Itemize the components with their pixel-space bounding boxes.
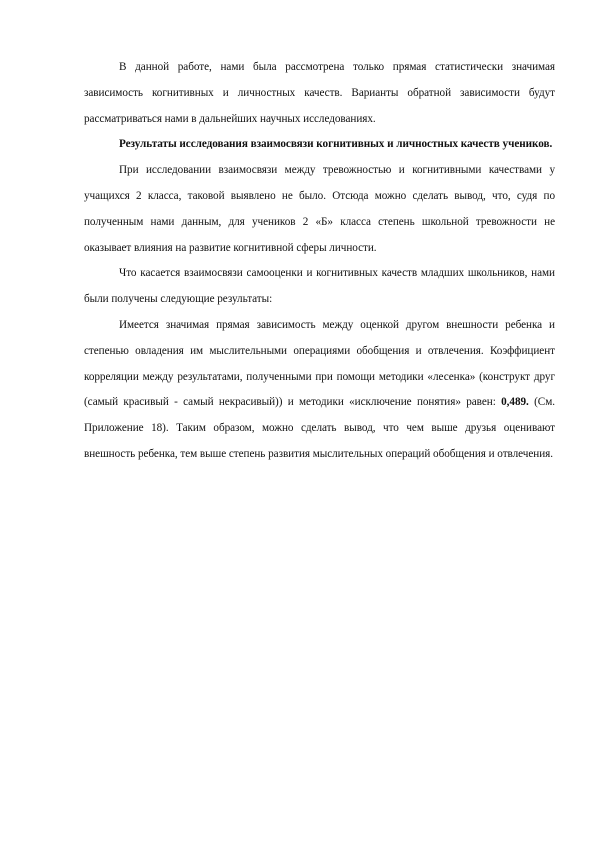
correlation-text-before: Имеется значимая прямая зависимость между оценкой другом внешности ребенка и степенью овладения им мыслительными операциями обобщения и отвлечения. Коэффициент корреляции между результатами, полученными при помощи методики «лесенка» (конструкт друг (самый красивый - самый некрасивый)) и методики «исключение понятия» равен:	[84, 318, 555, 409]
document-body	[84, 55, 555, 468]
correlation-coefficient: 0,489.	[501, 396, 529, 409]
section-heading: Результаты исследования взаимосвязи когнитивных и личностных качеств учеников.	[119, 138, 553, 151]
correlation-text-after: (См. Приложение 18). Таким образом, можно сделать вывод, что чем выше друзья оценивают внешность ребенка, тем выше степень развития мыслительных операций обобщения и отвлечения.	[84, 396, 555, 460]
paragraph-anxiety: При исследовании взаимосвязи между тревожностью и когнитивными качествами у учащихся 2 класса, таковой выявлено не было. Отсюда можно сделать вывод, что, судя по полученным нами данным, для учеников 2 «Б» класса степень школьной тревожности не оказывает влияния на развитие когнитивной сферы личности.	[84, 164, 555, 254]
paragraph-correlation	[84, 313, 555, 468]
paragraph-self-esteem: Что касается взаимосвязи самооценки и когнитивных качеств младших школьников, нами были получены следующие результаты:	[84, 267, 555, 306]
paragraph-intro: В данной работе, нами была рассмотрена только прямая статистически значимая зависимость когнитивных и личностных качеств. Варианты обратной зависимости будут рассматриваться нами в дальнейших научных исследованиях.	[84, 61, 555, 125]
